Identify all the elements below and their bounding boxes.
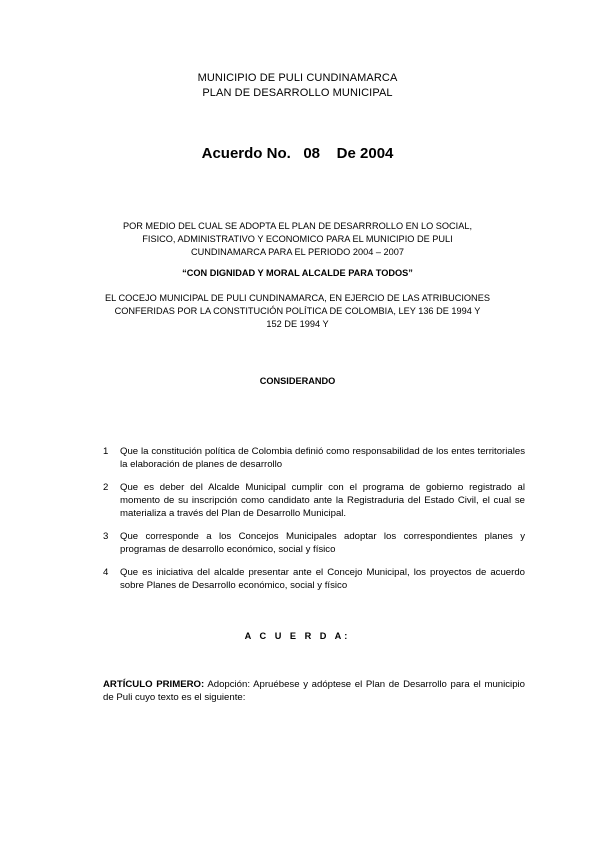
articulo-primero <box>103 678 525 704</box>
concejo-line: CONFERIDAS POR LA CONSTITUCIÓN POLÍTICA DE COLOMBIA, LEY 136 DE 1994 Y <box>114 305 481 316</box>
slogan: “CON DIGNIDAD Y MORAL ALCALDE PARA TODOS” <box>182 268 413 278</box>
considerando-list <box>103 446 525 603</box>
acuerda-heading: A C U E R D A: <box>244 631 351 641</box>
item-text: Que es iniciativa del alcalde presentar ante el Concejo Municipal, los proyectos de acuerdo sobre Planes de Desarrollo económico, social y físico <box>120 567 525 591</box>
por-medio-paragraph <box>0 220 595 258</box>
list-item <box>103 567 525 593</box>
acuerdo-number: 08 <box>303 145 320 162</box>
list-item <box>103 446 525 472</box>
item-text: Que es deber del Alcalde Municipal cumplir con el programa de gobierno registrado al momento de su inscripción como candidato ante la Registraduria del Estado Civil, el cual se materializa a través del Plan de Desarrollo Municipal. <box>120 482 525 519</box>
acuerdo-year: De 2004 <box>336 145 394 162</box>
articulo-text: Adopción: Apruébese y adóptese el Plan de Desarrollo para el municipio de Puli cuyo texto es el siguiente: <box>103 679 525 704</box>
header-municipio: MUNICIPIO DE PULI CUNDINAMARCA <box>197 72 398 84</box>
header-plan: PLAN DE DESARROLLO MUNICIPAL <box>202 87 393 99</box>
list-item <box>103 531 525 557</box>
item-text: Que corresponde a los Concejos Municipales adoptar los correspondientes planes y programas de desarrollo económico, social y físico <box>120 530 525 555</box>
concejo-line: 152 DE 1994 Y <box>266 318 329 329</box>
item-number: 1 <box>103 446 109 457</box>
item-number: 2 <box>103 482 109 494</box>
item-number: 3 <box>103 530 109 542</box>
por-medio-line: POR MEDIO DEL CUAL SE ADOPTA EL PLAN DE DESARRROLLO EN LO SOCIAL, <box>122 221 473 231</box>
item-number: 4 <box>103 567 109 579</box>
acuerdo-label: Acuerdo No. <box>201 145 291 162</box>
por-medio-line: CUNDINAMARCA PARA EL PERIODO 2004 – 2007 <box>191 246 404 257</box>
por-medio-line: FISICO, ADMINISTRATIVO Y ECONOMICO PARA EL MUNICIPIO DE PULI <box>142 233 453 244</box>
acuerdo-title <box>0 145 595 162</box>
articulo-title: ARTÍCULO PRIMERO: <box>103 679 205 690</box>
item-text: Que la constitución política de Colombia definió como responsabilidad de los entes territoriales la elaboración de planes de desarrollo <box>120 446 525 470</box>
document-header <box>0 71 595 101</box>
concejo-paragraph <box>0 292 595 330</box>
concejo-line: EL COCEJO MUNICIPAL DE PULI CUNDINAMARCA, EN EJERCIO DE LAS ATRIBUCIONES <box>105 293 490 303</box>
list-item <box>103 482 525 520</box>
considerando-heading: CONSIDERANDO <box>259 376 336 386</box>
